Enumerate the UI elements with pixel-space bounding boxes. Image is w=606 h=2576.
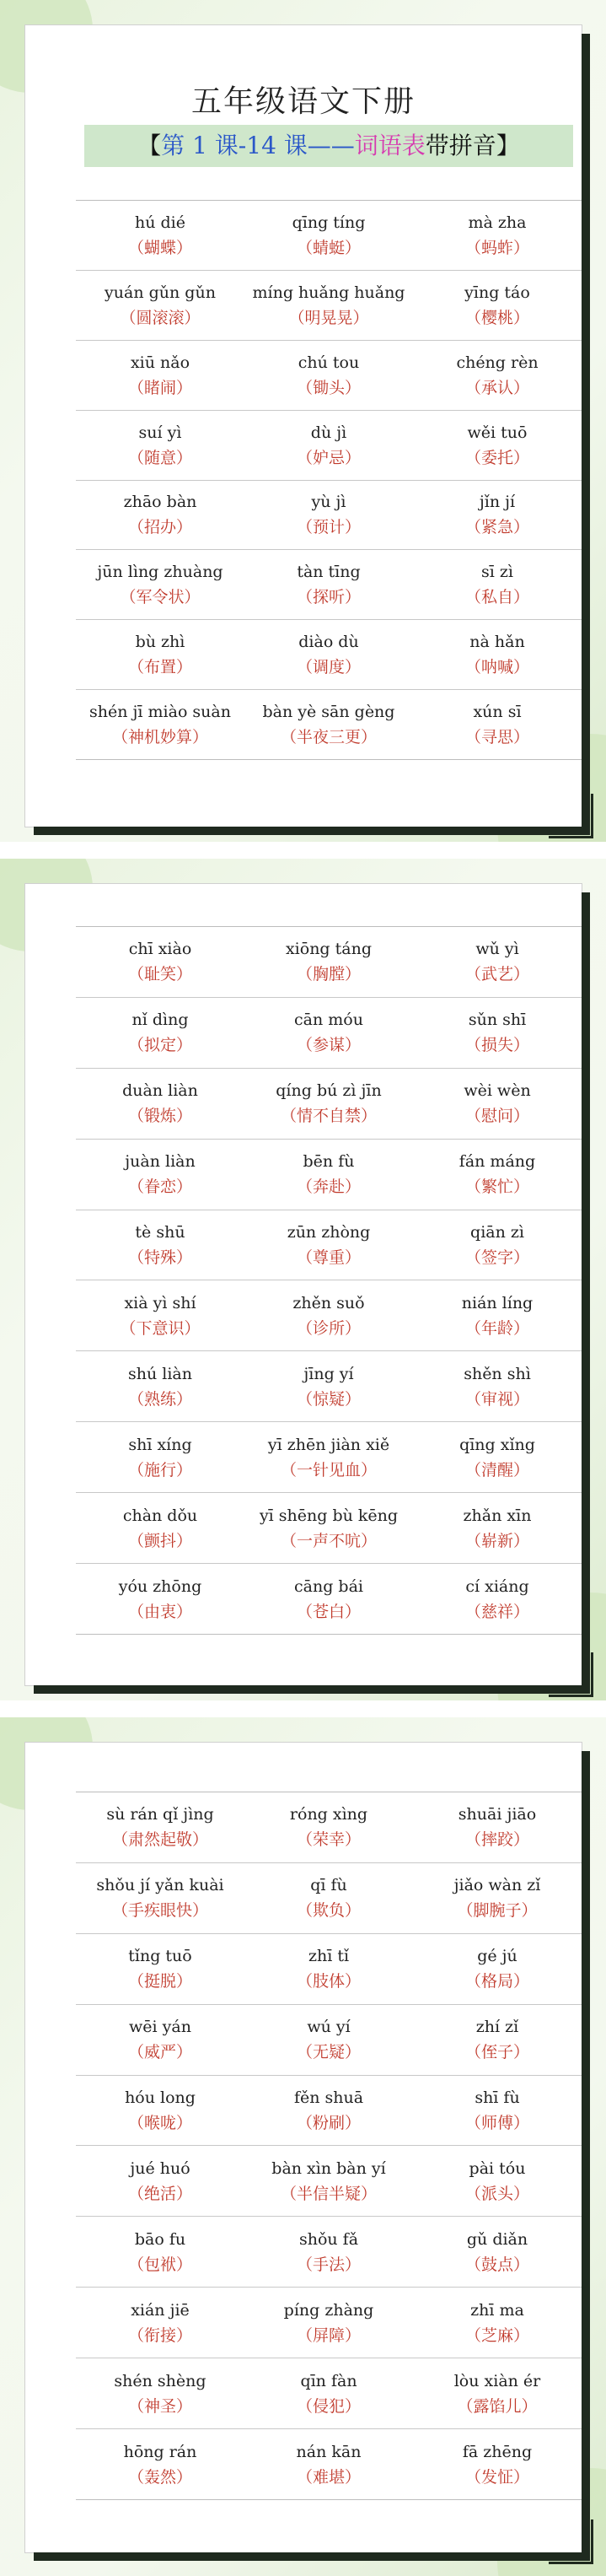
vocab-cell	[244, 410, 413, 480]
hanzi: （承认）	[464, 378, 529, 397]
vocab-cell	[244, 2217, 413, 2288]
pinyin: jué huó	[130, 2158, 190, 2178]
vocab-cell	[413, 1792, 582, 1863]
hanzi: （审视）	[464, 1389, 529, 1409]
hanzi: （尊重）	[296, 1248, 361, 1267]
pinyin: chàn dǒu	[122, 1506, 198, 1525]
hanzi: （探听）	[296, 588, 361, 607]
pinyin: yuán gǔn gǔn	[105, 283, 216, 302]
vocab-cell	[76, 2075, 244, 2146]
hanzi: （一针见血）	[280, 1460, 377, 1479]
vocab-cell	[413, 620, 582, 690]
pinyin: tè shū	[135, 1223, 185, 1242]
pinyin: róng xìng	[289, 1805, 368, 1824]
hanzi: （粉刷）	[296, 2114, 361, 2132]
pinyin: shén shèng	[114, 2371, 206, 2390]
vocab-cell	[244, 550, 413, 620]
hanzi: （耻笑）	[127, 965, 192, 984]
table-row	[76, 2217, 582, 2288]
pinyin: chī xiào	[128, 940, 192, 959]
hanzi: （蚂蚱）	[464, 238, 529, 257]
pinyin: tǐng tuō	[128, 1947, 192, 1966]
table-row	[76, 1210, 582, 1280]
vocab-cell	[76, 1280, 244, 1351]
page-1	[0, 0, 606, 842]
vocab-cell	[76, 2217, 244, 2288]
table-row	[76, 1351, 582, 1422]
vocab-cell	[413, 1280, 582, 1351]
hanzi: （侵犯）	[296, 2396, 361, 2416]
hanzi: （紧急）	[464, 518, 529, 537]
pinyin: zhěn suǒ	[292, 1293, 365, 1312]
vocab-table	[76, 1792, 582, 2500]
pinyin: chéng rèn	[456, 353, 539, 372]
vocab-cell	[76, 480, 244, 550]
vocab-cell	[244, 1068, 413, 1139]
table-row	[76, 690, 582, 760]
hanzi: （清醒）	[464, 1460, 529, 1479]
hanzi: （参谋）	[296, 1036, 361, 1055]
vocab-cell	[244, 2288, 413, 2358]
hanzi: （神机妙算）	[111, 728, 208, 747]
pinyin: hóu long	[125, 2088, 196, 2107]
pinyin: qīng xǐng	[459, 1435, 535, 1454]
hanzi: （特殊）	[127, 1248, 192, 1267]
vocab-cell	[413, 1862, 582, 1933]
table-row	[76, 1139, 582, 1210]
pinyin: sǔn shī	[468, 1010, 527, 1030]
subtitle-banner	[84, 125, 573, 167]
vocab-cell	[413, 1139, 582, 1210]
table-row	[76, 1493, 582, 1564]
table-row	[76, 1068, 582, 1139]
pinyin: shī fù	[475, 2088, 520, 2107]
vocab-cell	[413, 690, 582, 760]
vocab-cell	[413, 201, 582, 271]
vocab-cell	[76, 2358, 244, 2429]
vocab-cell	[413, 2358, 582, 2429]
vocab-cell	[244, 1862, 413, 1933]
vocab-cell	[244, 1792, 413, 1863]
pinyin: wú yí	[307, 2018, 351, 2037]
hanzi: （签字）	[464, 1248, 529, 1267]
table-row	[76, 1564, 582, 1635]
table-row	[76, 340, 582, 410]
pinyin: qíng bú zì jīn	[276, 1081, 382, 1101]
pinyin: shī xíng	[128, 1435, 192, 1454]
hanzi: （欺负）	[296, 1901, 361, 1921]
subtitle-with-pinyin: 带拼音	[425, 132, 496, 159]
vocab-cell	[413, 1493, 582, 1564]
vocab-cell	[413, 927, 582, 998]
pinyin: bēn fù	[303, 1152, 355, 1172]
vocab-cell	[76, 201, 244, 271]
subtitle-close-bracket: 】	[496, 132, 520, 159]
hanzi: （明晃晃）	[288, 308, 369, 327]
table-row	[76, 1792, 582, 1863]
pinyin: nà hǎn	[469, 633, 525, 652]
vocab-table	[76, 200, 582, 760]
vocab-cell	[244, 2146, 413, 2217]
pinyin: fán máng	[459, 1152, 536, 1172]
hanzi: （鼓点）	[464, 2255, 529, 2274]
pinyin: gǔ diǎn	[466, 2229, 528, 2249]
hanzi: （威严）	[127, 2043, 192, 2062]
pinyin: zūn zhòng	[287, 1223, 371, 1242]
hanzi: （布置）	[127, 658, 192, 677]
pinyin: bù zhì	[135, 633, 185, 652]
pinyin: wēi yán	[129, 2018, 191, 2037]
hanzi: （由衷）	[127, 1602, 192, 1621]
vocab-cell	[76, 1351, 244, 1422]
pinyin: zhī ma	[470, 2300, 524, 2320]
vocab-cell	[413, 2004, 582, 2075]
vocab-cell	[244, 927, 413, 998]
pinyin: shěn shì	[464, 1364, 531, 1383]
pinyin: jǐn jí	[479, 493, 516, 512]
hanzi: （预计）	[296, 518, 361, 537]
table-row	[76, 1862, 582, 1933]
hanzi: （调度）	[296, 658, 361, 677]
pinyin: nián líng	[461, 1293, 534, 1312]
vocab-cell	[76, 2146, 244, 2217]
hanzi: （喉咙）	[127, 2114, 192, 2132]
vocab-cell	[244, 2358, 413, 2429]
hanzi: （蜻蜓）	[296, 238, 361, 257]
hanzi: （年龄）	[464, 1318, 529, 1338]
vocab-cell	[76, 1139, 244, 1210]
table-row	[76, 201, 582, 271]
hanzi: （武艺）	[464, 965, 529, 984]
hanzi: （肃然起敬）	[111, 1830, 208, 1850]
hanzi: （包袱）	[127, 2255, 192, 2274]
vocab-cell	[413, 997, 582, 1068]
table-row	[76, 2075, 582, 2146]
hanzi: （脚腕子）	[457, 1901, 538, 1921]
pinyin: zhī tǐ	[308, 1947, 350, 1966]
table-row	[76, 480, 582, 550]
hanzi: （肢体）	[296, 1972, 361, 1991]
vocab-cell	[76, 1564, 244, 1635]
hanzi: （颤抖）	[127, 1531, 192, 1550]
pinyin: bàn yè sān gèng	[262, 703, 395, 722]
pinyin: bāo fu	[134, 2229, 186, 2249]
vocab-cell	[413, 340, 582, 410]
table-row	[76, 1933, 582, 2004]
pinyin: wèi wèn	[464, 1081, 531, 1101]
vocab-cell	[244, 1422, 413, 1493]
pinyin: jiǎo wàn zǐ	[453, 1876, 541, 1895]
page-3	[0, 1717, 606, 2576]
vocab-cell	[244, 2004, 413, 2075]
pinyin: juàn liàn	[125, 1152, 196, 1172]
hanzi: （手法）	[296, 2255, 361, 2274]
vocab-cell	[244, 690, 413, 760]
hanzi: （眷恋）	[127, 1178, 192, 1197]
vocab-cell	[76, 2429, 244, 2500]
vocab-cell	[413, 410, 582, 480]
pinyin: shǒu jí yǎn kuài	[96, 1876, 224, 1895]
table-row	[76, 550, 582, 620]
table-row	[76, 1422, 582, 1493]
vocab-cell	[76, 1933, 244, 2004]
pinyin: shén jī miào suàn	[89, 703, 231, 722]
vocab-cell	[413, 1564, 582, 1635]
hanzi: （半信半疑）	[280, 2184, 377, 2203]
hanzi: （军令状）	[120, 588, 201, 607]
table-row	[76, 2146, 582, 2217]
page-title: 五年级语文下册	[190, 84, 416, 119]
hanzi: （下意识）	[120, 1318, 201, 1338]
vocab-cell	[413, 270, 582, 340]
worksheet-card	[25, 884, 582, 1685]
hanzi: （崭新）	[464, 1531, 529, 1550]
vocab-cell	[244, 1280, 413, 1351]
vocab-cell	[76, 1068, 244, 1139]
table-row	[76, 2358, 582, 2429]
pinyin: shú liàn	[128, 1364, 192, 1383]
vocab-cell	[76, 270, 244, 340]
hanzi: （呐喊）	[464, 658, 529, 677]
hanzi: （苍白）	[296, 1602, 361, 1621]
subtitle-open-bracket: 【	[137, 132, 162, 159]
pinyin: xún sī	[473, 703, 522, 722]
vocab-cell	[413, 2217, 582, 2288]
hanzi: （衔接）	[127, 2325, 192, 2345]
hanzi: （损失）	[464, 1036, 529, 1055]
pinyin: qīng tíng	[292, 213, 366, 232]
vocab-cell	[76, 927, 244, 998]
hanzi: （锻炼）	[127, 1107, 192, 1126]
hanzi: （拟定）	[127, 1036, 192, 1055]
vocab-cell	[413, 1933, 582, 2004]
vocab-cell	[244, 340, 413, 410]
hanzi: （胸膛）	[296, 965, 361, 984]
pinyin: cí xiáng	[465, 1576, 529, 1596]
table-row	[76, 927, 582, 998]
vocab-cell	[413, 550, 582, 620]
hanzi: （荣幸）	[296, 1830, 361, 1850]
hanzi: （圆滚滚）	[120, 308, 201, 327]
pinyin: gé jú	[477, 1947, 518, 1966]
worksheet-card	[25, 25, 582, 827]
vocab-cell	[244, 997, 413, 1068]
vocab-cell	[76, 1493, 244, 1564]
pinyin: yīng táo	[464, 283, 530, 302]
vocab-cell	[413, 2075, 582, 2146]
hanzi: （情不自禁）	[280, 1107, 377, 1126]
pinyin: mà zha	[468, 213, 527, 232]
vocab-cell	[76, 620, 244, 690]
hanzi: （睹闹）	[127, 378, 192, 397]
pinyin: qiān zì	[470, 1223, 524, 1242]
worksheet-card	[25, 1743, 582, 2552]
hanzi: （招办）	[127, 518, 192, 537]
vocab-cell	[244, 1351, 413, 1422]
table-row	[76, 270, 582, 340]
hanzi: （手疾眼快）	[111, 1901, 208, 1921]
hanzi: （半夜三更）	[280, 728, 377, 747]
pinyin: duàn liàn	[122, 1081, 198, 1101]
vocab-cell	[244, 270, 413, 340]
vocab-cell	[244, 2075, 413, 2146]
pinyin: lòu xiàn ér	[453, 2371, 541, 2390]
hanzi: （施行）	[127, 1460, 192, 1479]
vocab-cell	[76, 1862, 244, 1933]
subtitle-word-list: 词语表	[354, 132, 426, 159]
hanzi: （熟练）	[127, 1389, 192, 1409]
pinyin: sī zì	[481, 563, 513, 582]
pinyin: qīn fàn	[300, 2371, 357, 2390]
vocab-cell	[76, 1792, 244, 1863]
vocab-cell	[76, 997, 244, 1068]
table-row	[76, 2429, 582, 2500]
pinyin: yī shēng bù kēng	[259, 1506, 399, 1525]
vocab-cell	[76, 2288, 244, 2358]
pinyin: zhǎn xīn	[463, 1506, 532, 1525]
table-row	[76, 1280, 582, 1351]
hanzi: （妒忌）	[296, 448, 361, 467]
subtitle-lesson-range: 第 1 课-14 课——	[161, 132, 355, 159]
table-row	[76, 620, 582, 690]
vocab-cell	[413, 1351, 582, 1422]
pinyin: yóu zhōng	[118, 1576, 202, 1596]
pinyin: suí yì	[138, 423, 182, 442]
vocab-cell	[244, 480, 413, 550]
hanzi: （露馅儿）	[457, 2396, 538, 2416]
table-row	[76, 2004, 582, 2075]
pinyin: dù jì	[310, 423, 347, 442]
pinyin: nán kān	[296, 2442, 362, 2461]
hanzi: （屏障）	[296, 2325, 361, 2345]
vocab-cell	[413, 1422, 582, 1493]
pinyin: wǔ yì	[475, 940, 519, 959]
vocab-cell	[76, 690, 244, 760]
pinyin: bàn xìn bàn yí	[271, 2158, 386, 2178]
pinyin: fěn shuā	[293, 2088, 364, 2107]
pinyin: cāng bái	[294, 1576, 363, 1596]
hanzi: （无疑）	[296, 2043, 361, 2062]
vocab-cell	[413, 480, 582, 550]
pinyin: diào dù	[298, 633, 359, 652]
vocab-cell	[76, 1210, 244, 1280]
vocab-cell	[244, 1493, 413, 1564]
hanzi: （奔赴）	[296, 1178, 361, 1197]
pinyin: xià yì shí	[124, 1293, 196, 1312]
vocab-cell	[76, 550, 244, 620]
pinyin: míng huǎng huǎng	[252, 283, 405, 302]
vocab-cell	[76, 410, 244, 480]
vocab-cell	[244, 1210, 413, 1280]
vocab-cell	[413, 1068, 582, 1139]
vocab-cell	[413, 2146, 582, 2217]
pinyin: zhāo bàn	[123, 493, 197, 512]
pinyin: jīng yí	[303, 1364, 354, 1383]
table-row	[76, 410, 582, 480]
hanzi: （一声不吭）	[280, 1531, 377, 1550]
pinyin: qī fù	[310, 1876, 347, 1895]
pinyin: chú tou	[298, 353, 360, 372]
hanzi: （芝麻）	[464, 2325, 529, 2345]
vocab-cell	[244, 201, 413, 271]
hanzi: （侄子）	[464, 2043, 529, 2062]
vocab-cell	[76, 340, 244, 410]
pinyin: yī zhēn jiàn xiě	[267, 1435, 390, 1454]
vocab-cell	[244, 620, 413, 690]
hanzi: （繁忙）	[464, 1178, 529, 1197]
table-row	[76, 997, 582, 1068]
table-row	[76, 2288, 582, 2358]
hanzi: （发怔）	[464, 2467, 529, 2487]
pinyin: tàn tīng	[297, 563, 361, 582]
hanzi: （挺脱）	[127, 1972, 192, 1991]
pinyin: shuāi jiāo	[458, 1805, 537, 1824]
hanzi: （寻思）	[464, 728, 529, 747]
vocab-cell	[244, 1564, 413, 1635]
hanzi: （私自）	[464, 588, 529, 607]
vocab-cell	[413, 1210, 582, 1280]
pinyin: zhí zǐ	[475, 2018, 519, 2037]
vocab-cell	[76, 2004, 244, 2075]
pinyin: pài tóu	[469, 2158, 526, 2178]
pinyin: fā zhēng	[462, 2442, 533, 2461]
hanzi: （轰然）	[127, 2467, 192, 2487]
pinyin: shǒu fǎ	[298, 2229, 359, 2249]
pinyin: hōng rán	[123, 2442, 197, 2461]
pinyin: yù jì	[311, 493, 346, 512]
vocab-cell	[244, 2429, 413, 2500]
vocab-cell	[76, 1422, 244, 1493]
hanzi: （蝴蝶）	[127, 238, 192, 257]
pinyin: xiū nǎo	[130, 353, 190, 372]
hanzi: （格局）	[464, 1972, 529, 1991]
vocab-cell	[244, 1933, 413, 2004]
pinyin: sù rán qǐ jìng	[106, 1805, 214, 1824]
pinyin: píng zhàng	[283, 2300, 374, 2320]
pinyin: xián jiē	[131, 2300, 190, 2320]
vocab-table	[76, 926, 582, 1635]
hanzi: （惊疑）	[296, 1389, 361, 1409]
hanzi: （委托）	[464, 448, 529, 467]
pinyin: cān móu	[294, 1010, 363, 1030]
hanzi: （神圣）	[127, 2396, 192, 2416]
page-2	[0, 859, 606, 1700]
hanzi: （慰问）	[464, 1107, 529, 1126]
vocab-cell	[413, 2429, 582, 2500]
hanzi: （摔跤）	[464, 1830, 529, 1850]
vocab-cell	[244, 1139, 413, 1210]
pinyin: wěi tuō	[467, 423, 528, 442]
pinyin: hú dié	[135, 213, 185, 232]
pinyin: nǐ dìng	[131, 1010, 189, 1030]
hanzi: （诊所）	[296, 1318, 361, 1338]
hanzi: （随意）	[127, 448, 192, 467]
hanzi: （师傅）	[464, 2114, 529, 2132]
hanzi: （难堪）	[296, 2467, 361, 2487]
vocab-cell	[413, 2288, 582, 2358]
pinyin: jūn lìng zhuàng	[97, 563, 223, 582]
hanzi: （樱桃）	[464, 308, 529, 327]
hanzi: （锄头）	[296, 378, 361, 397]
hanzi: （慈祥）	[464, 1602, 529, 1621]
pinyin: xiōng táng	[285, 940, 373, 959]
hanzi: （绝活）	[127, 2184, 192, 2203]
hanzi: （派头）	[464, 2184, 529, 2203]
